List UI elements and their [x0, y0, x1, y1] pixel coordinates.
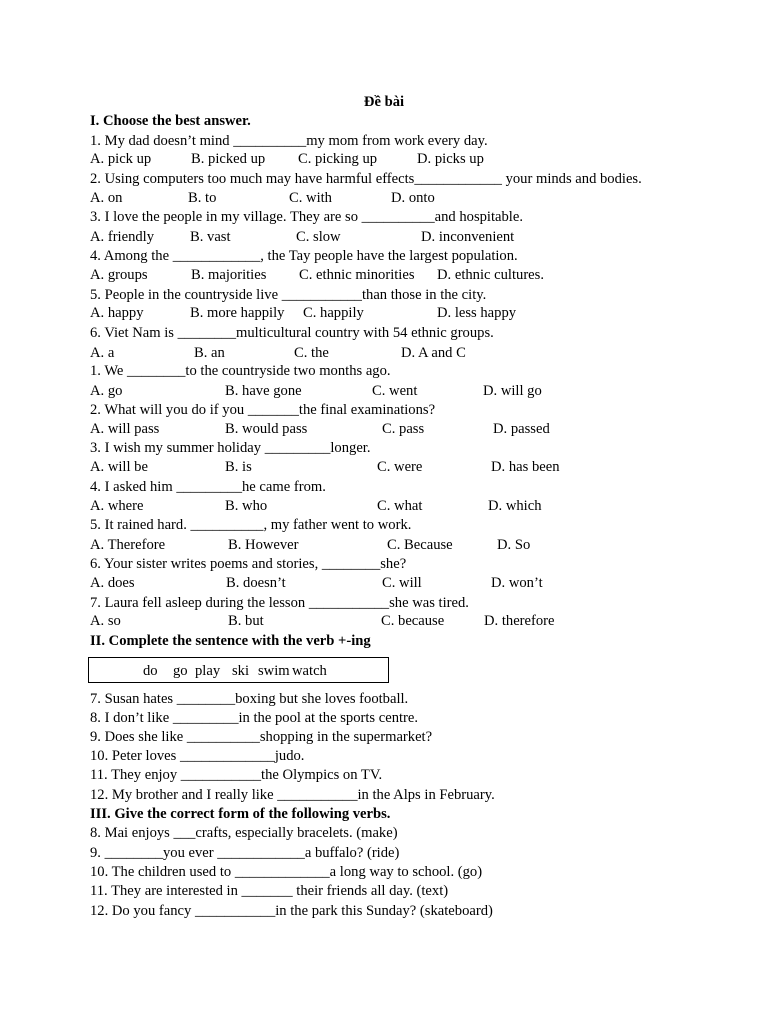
option-c: C. ethnic minorities [299, 267, 415, 283]
option-b: B. picked up [191, 151, 266, 167]
option-c: C. happily [303, 305, 364, 321]
question-text: 3. I wish my summer holiday _________longer. [90, 440, 371, 456]
question-text: 4. I asked him _________he came from. [90, 479, 326, 495]
option-b: B. majorities [191, 267, 267, 283]
option-a: A. will be [90, 459, 148, 475]
page-title: Đề bài [363, 94, 405, 110]
sentence: 12. My brother and I really like ___________in the Alps in February. [90, 787, 495, 803]
option-a: A. a [90, 345, 115, 361]
question-text: 1. We ________to the countryside two months ago. [90, 363, 391, 379]
option-c: C. picking up [298, 151, 378, 167]
option-c: C. because [381, 613, 445, 629]
option-d: D. has been [491, 459, 560, 475]
question-text: 1. My dad doesn’t mind __________my mom from work every day. [90, 133, 488, 149]
word-item: do [143, 663, 158, 679]
option-b: B. but [228, 613, 264, 629]
option-d: D. less happy [437, 305, 517, 321]
option-d: D. passed [493, 421, 550, 437]
word-box [88, 657, 389, 683]
option-b: B. an [194, 345, 225, 361]
option-a: A. groups [90, 267, 148, 283]
sentence: 9. ________you ever ____________a buffalo? (ride) [90, 845, 400, 861]
section-1-heading: I. Choose the best answer. [90, 113, 251, 129]
option-a: A. Therefore [90, 537, 166, 553]
option-b: B. However [228, 537, 299, 553]
option-b: B. have gone [225, 383, 302, 399]
sentence: 7. Susan hates ________boxing but she loves football. [90, 691, 409, 707]
sentence: 11. They are interested in _______ their friends all day. (text) [90, 883, 449, 899]
option-d: D. will go [483, 383, 542, 399]
option-c: C. slow [296, 229, 341, 245]
option-a: A. pick up [90, 151, 152, 167]
question-text: 6. Viet Nam is ________multicultural country with 54 ethnic groups. [90, 325, 494, 341]
option-d: D. therefore [484, 613, 555, 629]
question-text: 4. Among the ____________, the Tay people have the largest population. [90, 248, 518, 264]
sentence: 8. Mai enjoys ___crafts, especially bracelets. (make) [90, 825, 398, 841]
question-text: 5. People in the countryside live ___________than those in the city. [90, 287, 487, 303]
option-b: B. who [225, 498, 268, 514]
word-item: play [195, 663, 221, 679]
option-c: C. pass [382, 421, 425, 437]
option-d: D. So [497, 537, 531, 553]
question-text: 2. What will you do if you _______the final examinations? [90, 402, 436, 418]
option-a: A. on [90, 190, 123, 206]
sentence: 12. Do you fancy ___________in the park this Sunday? (skateboard) [90, 903, 493, 919]
option-d: D. A and C [401, 345, 466, 361]
option-d: D. which [488, 498, 542, 514]
option-a: A. will pass [90, 421, 160, 437]
option-d: D. onto [391, 190, 435, 206]
option-c: C. what [377, 498, 423, 514]
option-a: A. where [90, 498, 144, 514]
option-c: C. the [294, 345, 329, 361]
word-item: swim [258, 663, 290, 679]
word-item: ski [232, 663, 250, 679]
option-d: D. inconvenient [421, 229, 515, 245]
question-text: 7. Laura fell asleep during the lesson ___________she was tired. [90, 595, 469, 611]
question-text: 6. Your sister writes poems and stories, ________she? [90, 556, 407, 572]
option-b: B. is [225, 459, 252, 475]
option-a: A. so [90, 613, 121, 629]
question-text: 5. It rained hard. __________, my father went to work. [90, 517, 412, 533]
sentence: 10. Peter loves _____________judo. [90, 748, 305, 764]
section-3-heading: III. Give the correct form of the following verbs. [90, 806, 391, 822]
option-c: C. will [382, 575, 422, 591]
option-c: C. went [372, 383, 418, 399]
option-c: C. were [377, 459, 423, 475]
option-c: C. with [289, 190, 332, 206]
question-text: 3. I love the people in my village. They are so __________and hospitable. [90, 209, 523, 225]
option-b: B. vast [190, 229, 231, 245]
option-c: C. Because [387, 537, 453, 553]
option-b: B. would pass [225, 421, 308, 437]
question-text: 2. Using computers too much may have harmful effects____________ your minds and bodies. [90, 171, 642, 187]
option-b: B. to [188, 190, 217, 206]
word-item: go [173, 663, 188, 679]
option-b: B. doesn’t [226, 575, 286, 591]
option-b: B. more happily [190, 305, 285, 321]
option-a: A. go [90, 383, 123, 399]
sentence: 9. Does she like __________shopping in the supermarket? [90, 729, 433, 745]
sentence: 8. I don’t like _________in the pool at the sports centre. [90, 710, 419, 726]
option-a: A. happy [90, 305, 144, 321]
word-item: watch [292, 663, 327, 679]
sentence: 11. They enjoy ___________the Olympics on TV. [90, 767, 383, 783]
section-2-heading: II. Complete the sentence with the verb +-ing [90, 633, 371, 649]
option-a: A. does [90, 575, 135, 591]
sentence: 10. The children used to _____________a long way to school. (go) [90, 864, 483, 880]
option-a: A. friendly [90, 229, 155, 245]
option-d: D. picks up [417, 151, 484, 167]
option-d: D. won’t [491, 575, 543, 591]
option-d: D. ethnic cultures. [437, 267, 544, 283]
